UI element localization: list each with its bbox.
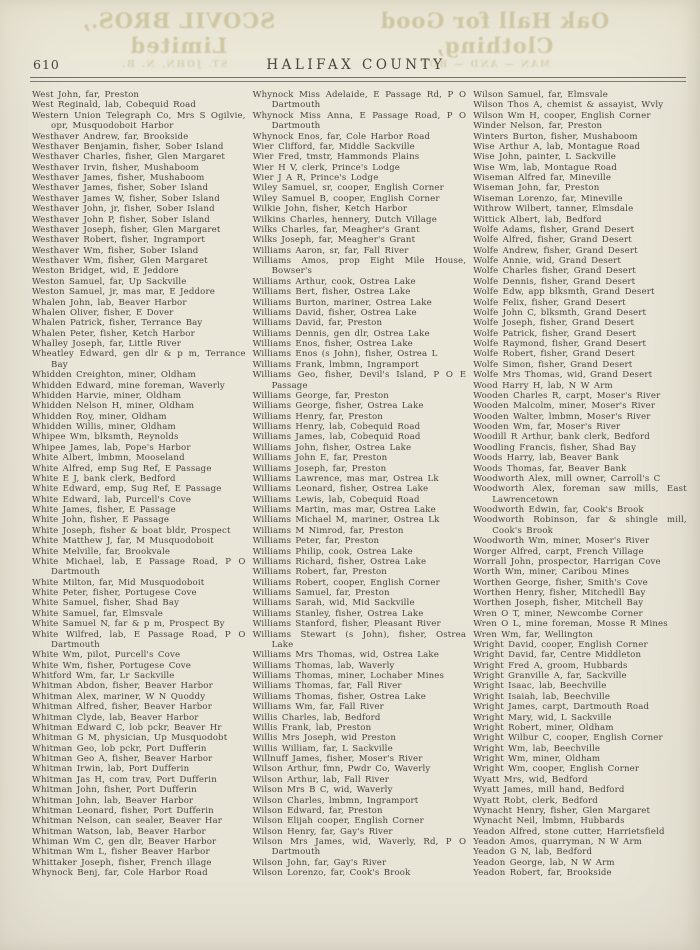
directory-entry: Wilson Arthur, lab, Fall River <box>252 774 390 785</box>
directory-column-2 <box>253 90 467 942</box>
directory-entry: Westhaver John P, fisher, Sober Island <box>32 214 210 225</box>
directory-entry: Wier Clifford, far, Middle Sackville <box>252 141 415 152</box>
directory-entry: Whitman John, fisher, Port Dufferin <box>32 785 197 796</box>
directory-entry: Weston Bridget, wid, E Jeddore <box>32 266 179 277</box>
directory-entry: Whynock Miss Anna, E Passage Road, P O Dartmouth <box>252 110 467 132</box>
directory-entry: Wooden Malcolm, miner, Moser's River <box>473 401 656 412</box>
directory-entry: Wiseman Alfred far, Mineville <box>473 173 612 183</box>
directory-entry: Whitman Jas H, com trav, Port Dufferin <box>32 774 217 785</box>
ad-headline <box>0 8 700 58</box>
directory-entry: Wright David, far, Centre Middleton <box>473 650 642 661</box>
directory-entry: Williams Lewis, lab, Cobequid Road <box>252 494 420 505</box>
directory-entry: Westhaver John, jr, fisher, Sober Island <box>32 204 215 215</box>
directory-entry: Westhaver Wm, fisher, Glen Margaret <box>32 256 208 266</box>
directory-entry: Wolfe Robert, fisher, Grand Desert <box>473 349 635 360</box>
directory-entry: Wren O L, mine foreman, Mosse R Mines <box>473 619 668 630</box>
directory-entry: Withrow Wilbert, tanner, Elmsdale <box>473 204 634 215</box>
directory-entry: Yeadon Robert, far, Brookside <box>473 868 612 879</box>
directory-entry: Whiman Wm C, gen dlr, Beaver Harbor <box>32 837 217 847</box>
directory-entry: Yeadon G N, lab, Bedford <box>473 847 593 858</box>
directory-entry: Williams Dennis, gen dlr, Ostrea Lake <box>252 328 430 339</box>
directory-entry: Wynacht Henry, fisher, Glen Margaret <box>473 805 651 816</box>
directory-entry: Wilson Lorenzo, far, Cook's Brook <box>252 868 411 879</box>
directory-entry: Wilson Charles, lmbmn, Ingramport <box>252 795 419 806</box>
directory-entry: Westhaver Andrew, far, Brookside <box>32 131 189 142</box>
directory-entry: Wiseman John, far, Preston <box>473 183 600 194</box>
directory-entry: Worthen Henry, fisher, Mitchedll Bay <box>473 588 646 598</box>
directory-entry: Whitford Wm, far, Lr Sackville <box>32 671 175 681</box>
directory-entry: Wilson Arthur, fmn, Pwdr Co, Waverly <box>252 764 431 775</box>
directory-entry: Wolfe Annie, wid, Grand Desert <box>473 256 621 266</box>
directory-entry: Williams M Nimrod, far, Preston <box>252 525 404 536</box>
directory-entry: Whitman Clyde, lab, Beaver Harbor <box>32 712 199 723</box>
directory-entry: White E J, bank clerk, Bedford <box>32 473 176 484</box>
directory-entry: West Reginald, lab, Cobequid Road <box>32 100 196 111</box>
directory-entry: Woodworth Robinson, far & shingle mill, Cook's Brook <box>473 515 687 536</box>
directory-entry: White Samuel, far, Elmsvale <box>32 608 163 619</box>
directory-entry: Westhaver Joseph, fisher, Glen Margaret <box>32 224 221 235</box>
directory-entry: Winters Burton, fisher, Mushaboom <box>473 131 638 142</box>
directory-entry: Whynock Enos, far, Cole Harbor Road <box>252 131 431 142</box>
directory-entry: Wiseman Lorenzo, far, Mineville <box>473 193 623 204</box>
directory-entry: Wyatt Mrs, wid, Bedford <box>473 774 588 785</box>
ad-subline-right: ST. JOHN, N. B. <box>120 60 228 70</box>
directory-entry: White Michael, lab, E Passage Road, P O Dartmouth <box>32 556 246 578</box>
page-number: 610 <box>33 57 60 72</box>
directory-entry: Williams Stanford, fisher, Pleasant River <box>252 619 441 630</box>
directory-entry: Worthen George, fisher, Smith's Cove <box>473 577 648 588</box>
directory-entry: Willis Mrs Joseph, wid Preston <box>252 733 397 744</box>
directory-entry: West John, far, Preston <box>32 90 140 100</box>
directory-entry: White Joseph, fisher & boat bldr, Prospect <box>32 525 231 536</box>
directory-entry: Whitman Geo A, fisher, Beaver Harbor <box>32 754 213 764</box>
directory-entry: White Samuel, fisher, Shad Bay <box>32 598 180 609</box>
directory-entry: Whidden Edward, mine foreman, Waverly <box>32 380 225 391</box>
directory-entry: Westhaver James, fisher, Mushaboom <box>32 173 205 183</box>
directory-entry: Whalen Patrick, fisher, Terrance Bay <box>32 318 203 329</box>
directory-entry: Williams Robert, cooper, English Corner <box>252 577 440 588</box>
directory-entry: Wright Fred A, groom, Hubbards <box>473 660 628 671</box>
directory-entry: Wright Isaiah, lab, Beechville <box>473 691 611 702</box>
directory-entry: Wright Wm, miner, Oldham <box>473 754 601 764</box>
directory-entry: White Melville, far, Brookvale <box>32 546 171 557</box>
directory-entry: Whalen Peter, fisher, Ketch Harbor <box>32 328 195 339</box>
directory-entry: Williams Geo, fisher, Devil's Island, P O E Passage <box>252 370 467 391</box>
directory-entry: Williams George, far, Preston <box>252 390 389 401</box>
directory-entry: Williams Amos, prop Eight Mile House, Bowser's <box>252 256 467 277</box>
directory-entry: Wiley Samuel B, cooper, English Corner <box>252 193 440 204</box>
directory-entry: Wolfe John C, blksmth, Grand Desert <box>473 307 647 318</box>
directory-entry: Whitman Geo, lob pckr, Port Dufferin <box>32 743 207 754</box>
ad-subline-left: MAN — AND — BOY <box>419 60 550 70</box>
directory-entry: White Alfred, emp Sug Ref, E Passage <box>32 463 212 474</box>
directory-entry: White Milton, far, Mid Musquodoboit <box>32 577 205 588</box>
directory-entry: Wright Wm, cooper, English Corner <box>473 764 640 775</box>
directory-entry: Wise Wm, lab, Montague Road <box>473 162 617 173</box>
directory-entry: White Edward, lab, Purcell's Cove <box>32 494 192 505</box>
header-rule <box>30 77 686 82</box>
directory-entry: White Matthew J, far, M Musquodoboit <box>32 536 214 547</box>
directory-entry: Williams John E, far, Preston <box>252 453 388 464</box>
directory-entry: Wolfe Felix, fisher, Grand Desert <box>473 297 626 308</box>
directory-entry: Williams Peter, far, Preston <box>252 536 380 547</box>
directory-entry: Williams David, fisher, Ostrea Lake <box>252 307 417 318</box>
directory-entry: Willis Charles, lab, Bedford <box>252 712 381 723</box>
directory-entry: Whitman Nelson, can sealer, Beaver Har <box>32 816 223 827</box>
directory-entry: Wolfe Patrick, fisher, Grand Desert <box>473 328 637 339</box>
directory-entry: Wright David, cooper, English Corner <box>473 639 648 650</box>
directory-entry: Wolfe Alfred, fisher, Grand Desert <box>473 235 632 246</box>
directory-entry: Whidden Nelson H, miner, Oldham <box>32 401 195 412</box>
directory-entry: Williams Stewart (s John), fisher, Ostrea Lake <box>252 629 467 650</box>
directory-entry: Woodling Francis, fisher, Shad Bay <box>473 442 637 453</box>
directory-entry: Weston Samuel, jr, mas mar, E Jeddore <box>32 287 215 298</box>
directory-entry: White Wm, pilot, Purcell's Cove <box>32 650 181 661</box>
directory-entry: Westhaver Charles, fisher, Glen Margaret <box>32 152 226 163</box>
directory-entry: Williams Burton, mariner, Ostrea Lake <box>252 297 432 308</box>
directory-entry: Wright Granville A, far, Sackville <box>473 671 627 681</box>
directory-entry: Woodworth Alex, mill owner, Carroll's C <box>473 473 661 484</box>
directory-entry: White Wm, fisher, Portugese Cove <box>32 660 192 671</box>
directory-entry: Whitman Edward C, lob pckr, Beaver Hr <box>32 722 222 733</box>
directory-entry: Williams Aaron, sr, far, Fall River <box>252 245 409 256</box>
directory-entry: Wood Harry H, lab, N W Arm <box>473 380 613 391</box>
directory-entry: Whalen Oliver, fisher, E Dover <box>32 307 174 318</box>
directory-entry: Willis William, far, L Sackville <box>252 743 393 754</box>
directory-entry: Whitman Wm L, fisher Beaver Harbor <box>32 847 210 858</box>
directory-entry: Woodill R Arthur, bank clerk, Bedford <box>473 432 650 443</box>
directory-entry: Wooden Wm, far, Moser's River <box>473 422 621 432</box>
directory-entry: Wittick Albert, lab, Bedford <box>473 214 602 225</box>
directory-entry: Whynock Benj, far, Cole Harbor Road <box>32 868 208 879</box>
directory-entry: Williams Bert, fisher, Ostrea Lake <box>252 287 411 298</box>
directory-entry: Wilkins Charles, hennery, Dutch Village <box>252 214 437 225</box>
directory-entry: Winder Nelson, far, Preston <box>473 121 603 132</box>
directory-entry: Williams Philip, cook, Ostrea Lake <box>252 546 413 557</box>
directory-entry: Westhaver Benjamin, fisher, Sober Island <box>32 141 224 152</box>
page-header <box>33 57 682 73</box>
ad-headline-left: Oak Hall for Good Clothing, <box>379 8 610 58</box>
directory-entry: Wynacht Neil, lmbmn, Hubbards <box>473 816 625 827</box>
directory-entry: Woods Harry, lab, Beaver Bank <box>473 453 619 464</box>
directory-entry: Williams Richard, fisher, Ostrea Lake <box>252 556 427 567</box>
directory-entry: Williams Lawrence, mas mar, Ostrea Lk <box>252 473 439 484</box>
directory-entry: Williams Mrs Thomas, wid, Ostrea Lake <box>252 650 440 661</box>
directory-entry: Wolfe Edw, app blksmth, Grand Desert <box>473 287 655 298</box>
directory-entry: Wilson John, far, Gay's River <box>252 857 387 868</box>
directory-entry: Wolfe Joseph, fisher, Grand Desert <box>473 318 635 329</box>
directory-entry: Whipee Wm, blksmth, Reynolds <box>32 432 179 443</box>
directory-entry: Wilson Mrs James, wid, Waverly, Rd, P O Dartmouth <box>252 837 467 858</box>
directory-entry: White Wilfred, lab, E Passage Road, P O Dartmouth <box>32 629 246 650</box>
directory-entry: Wilks Joseph, far, Meagher's Grant <box>252 235 416 246</box>
directory-entry: Whitman G M, physician, Up Musquodobt <box>32 733 228 744</box>
directory-entry: Williams James, lab, Cobequid Road <box>252 432 421 443</box>
directory-entry: Whitman Abdon, fisher, Beaver Harbor <box>32 681 213 692</box>
directory-entry: Williams Wm, far, Fall River <box>252 702 384 713</box>
directory-entry: Williams Samuel, far, Preston <box>252 588 390 598</box>
directory-listing <box>32 90 687 942</box>
directory-entry: Wilson Wm H, cooper, English Corner <box>473 110 651 121</box>
directory-entry: Williams Thomas, far, Fall River <box>252 681 402 692</box>
directory-entry: Whitman Alfred, fisher, Beaver Harbor <box>32 702 212 713</box>
directory-entry: Williams John, fisher, Ostrea Lake <box>252 442 412 453</box>
directory-entry: White John, fisher, E Passage <box>32 515 170 526</box>
directory-entry: Worger Alfred, carpt, French Village <box>473 546 644 557</box>
directory-entry: Whalen John, lab, Beaver Harbor <box>32 297 187 308</box>
directory-entry: Woods Thomas, far, Beaver Bank <box>473 463 627 474</box>
directory-entry: Wilson Henry, far, Gay's River <box>252 826 393 837</box>
directory-entry: Williams Martin, mas mar, Ostrea Lake <box>252 505 436 515</box>
directory-entry: Westhaver Wm, fisher, Sober Island <box>32 245 199 256</box>
directory-entry: White Peter, fisher, Portugese Cove <box>32 588 197 598</box>
directory-entry: Woodworth Edwin, far, Cook's Brook <box>473 505 644 515</box>
directory-entry: Whynock Miss Adelaide, E Passage Rd, P O Dartmouth <box>252 90 467 111</box>
directory-entry: Weston Samuel, far, Up Sackville <box>32 276 187 287</box>
directory-entry: Wolfe Adams, fisher, Grand Desert <box>473 224 635 235</box>
directory-entry: White Edward, emp, Sug Ref, E Passage <box>32 484 222 495</box>
directory-entry: Wilson Elijah cooper, English Corner <box>252 816 424 827</box>
directory-entry: Williams Henry, lab, Cobequid Road <box>252 422 421 432</box>
directory-entry: Whidden Willis, miner, Oldham <box>32 422 176 432</box>
directory-entry: Wright Mary, wid, L Sackville <box>473 712 612 723</box>
directory-entry: Williams Enos (s John), fisher, Ostrea L <box>252 349 438 360</box>
directory-entry: Wright Robert, miner, Oldham <box>473 722 614 733</box>
directory-entry: Williams Joseph, far, Preston <box>252 463 387 474</box>
directory-entry: Wise Arthur A, lab, Montague Road <box>473 141 641 152</box>
directory-entry: Williams Arthur, cook, Ostrea Lake <box>252 276 416 287</box>
directory-entry: Wier Fred, tmstr, Hammonds Plains <box>252 152 420 163</box>
directory-entry: Westhaver James W, fisher, Sober Island <box>32 193 220 204</box>
directory-entry: Worth Wm, miner, Caribou Mines <box>473 567 630 578</box>
directory-entry: Wooden Walter, lmbmn, Moser's River <box>473 411 651 422</box>
directory-entry: Wise John, painter, L Sackville <box>473 152 616 163</box>
directory-entry: Williams Robert, far, Preston <box>252 567 387 578</box>
directory-entry: Westhaver Robert, fisher, Ingramport <box>32 235 206 246</box>
directory-entry: Wright Wm, lab, Beechville <box>473 743 601 754</box>
directory-entry: Wolfe Raymond, fisher, Grand Desert <box>473 339 647 349</box>
directory-entry: Wright James, carpt, Dartmouth Road <box>473 702 650 713</box>
directory-entry: Yeadon George, lab, N W Arm <box>473 857 615 868</box>
directory-entry: Wooden Charles R, carpt, Moser's River <box>473 390 661 401</box>
directory-entry: Williams Frank, lmbmn, Ingramport <box>252 359 419 370</box>
directory-entry: Williams Thomas, lab, Waverly <box>252 660 395 671</box>
directory-entry: Woodworth Wm, miner, Moser's River <box>473 536 650 547</box>
directory-entry: Yeadon Amos, quarryman, N W Arm <box>473 837 643 847</box>
directory-entry: Williams Enos, fisher, Ostrea Lake <box>252 339 413 349</box>
directory-column-1 <box>32 90 246 942</box>
directory-entry: Westhaver James, fisher, Sober Island <box>32 183 209 194</box>
directory-entry: Williams Leonard, fisher, Ostrea Lake <box>252 484 429 495</box>
directory-entry: Yeadon Alfred, stone cutter, Harrietsfield <box>473 826 665 837</box>
directory-entry: Whalley Joseph, far, Little River <box>32 339 181 349</box>
directory-entry: Whitman Alex, mariner, W N Quoddy <box>32 691 206 702</box>
directory-entry: Wilson Edward, far, Preston <box>252 805 383 816</box>
directory-entry: Whidden Roy, miner, Oldham <box>32 411 167 422</box>
directory-entry: Wright Isaac, lab, Beechville <box>473 681 607 692</box>
directory-entry: Whipee James, lab, Pope's Harbor <box>32 442 191 453</box>
directory-entry: Wyatt Robt, clerk, Bedford <box>473 795 598 806</box>
directory-column-3 <box>473 90 687 942</box>
directory-entry: Woodworth Alex, foreman saw mills, East Lawrencetown <box>473 484 687 505</box>
directory-entry: Whitman Leonard, fisher, Port Dufferin <box>32 805 214 816</box>
directory-entry: Williams Sarah, wid, Mid Sackville <box>252 598 415 609</box>
directory-entry: Williams Thomas, miner, Lochaber Mines <box>252 671 445 681</box>
directory-entry: Wolfe Simon, fisher, Grand Desert <box>473 359 633 370</box>
directory-entry: Wier J A R, Prince's Lodge <box>252 173 379 183</box>
directory-entry: Williams Michael M, mariner, Ostrea Lk <box>252 515 440 526</box>
directory-entry: White Albert, lmbmn, Mooseland <box>32 453 185 464</box>
directory-entry: Wilks Charles, far, Meagher's Grant <box>252 224 420 235</box>
directory-entry: Wren O T, miner, Newcombe Corner <box>473 608 643 619</box>
directory-entry: Williams David, far, Preston <box>252 318 383 329</box>
directory-entry: White Samuel N, far & p m, Prospect By <box>32 619 225 630</box>
directory-entry: Wren Wm, far, Wellington <box>473 629 593 640</box>
directory-entry: Western Union Telegraph Co, Mrs S Ogilvie, opr, Musquodoboit Harbor <box>32 110 246 132</box>
directory-entry: Whittaker Joseph, fisher, French illage <box>32 857 212 868</box>
directory-entry: Whidden Creighton, miner, Oldham <box>32 370 196 381</box>
directory-entry: Wolfe Andrew, fisher, Grand Desert <box>473 245 638 256</box>
directory-entry: Wier H V, clerk, Prince's Lodge <box>252 162 400 173</box>
directory-entry: Wyatt James, mill hand, Bedford <box>473 785 625 796</box>
page-title: HALIFAX COUNTY <box>266 57 446 73</box>
directory-entry: Williams Thomas, fisher, Ostrea Lake <box>252 691 426 702</box>
directory-entry: Williams Henry, far, Preston <box>252 411 383 422</box>
directory-entry: Whitman John, lab, Beaver Harbor <box>32 795 194 806</box>
directory-entry: Williams George, fisher, Ostrea Lake <box>252 401 424 412</box>
directory-entry: Wilson Mrs B C, wid, Waverly <box>252 785 393 796</box>
directory-entry: Wright Wilbur C, cooper, English Corner <box>473 733 663 744</box>
directory-entry: Whitman Watson, lab, Beaver Harbor <box>32 826 206 837</box>
directory-entry: Whidden Harvie, miner, Oldham <box>32 390 182 401</box>
directory-entry: Wilson Samuel, far, Elmsvale <box>473 90 608 100</box>
ad-headline-right: SCOVIL BROS., Limited <box>81 8 276 58</box>
directory-entry: Westhaver Irvin, fisher, Mushaboom <box>32 162 199 173</box>
directory-entry: Willnuff James, fisher, Moser's River <box>252 754 423 764</box>
directory-entry: Whitman Irwin, lab, Port Dufferin <box>32 764 190 775</box>
directory-entry: Worthen Joseph, fisher, Mitchell Bay <box>473 598 644 609</box>
directory-entry: Wolfe Charles fisher, Grand Desert <box>473 266 636 277</box>
directory-entry: Wolfe Mrs Thomas, wid, Grand Desert <box>473 370 653 381</box>
directory-entry: Wheatley Edward, gen dlr & p m, Terrance Bay <box>32 349 246 370</box>
directory-entry: Wilson Thos A, chemist & assayist, Wvly <box>473 100 664 111</box>
directory-entry: Wolfe Dennis, fisher, Grand Desert <box>473 276 636 287</box>
directory-entry: Worrall John, prospector, Harrigan Cove <box>473 556 661 567</box>
directory-entry: Wilkie John, fisher, Ketch Harbor <box>252 204 408 215</box>
directory-entry: White James, fisher, E Passage <box>32 505 176 515</box>
directory-entry: Willis Frank, lab, Preston <box>252 722 372 733</box>
directory-entry: Wiley Samuel, sr, cooper, English Corner <box>252 183 444 194</box>
directory-entry: Williams Stanley, fisher, Ostrea Lake <box>252 608 424 619</box>
